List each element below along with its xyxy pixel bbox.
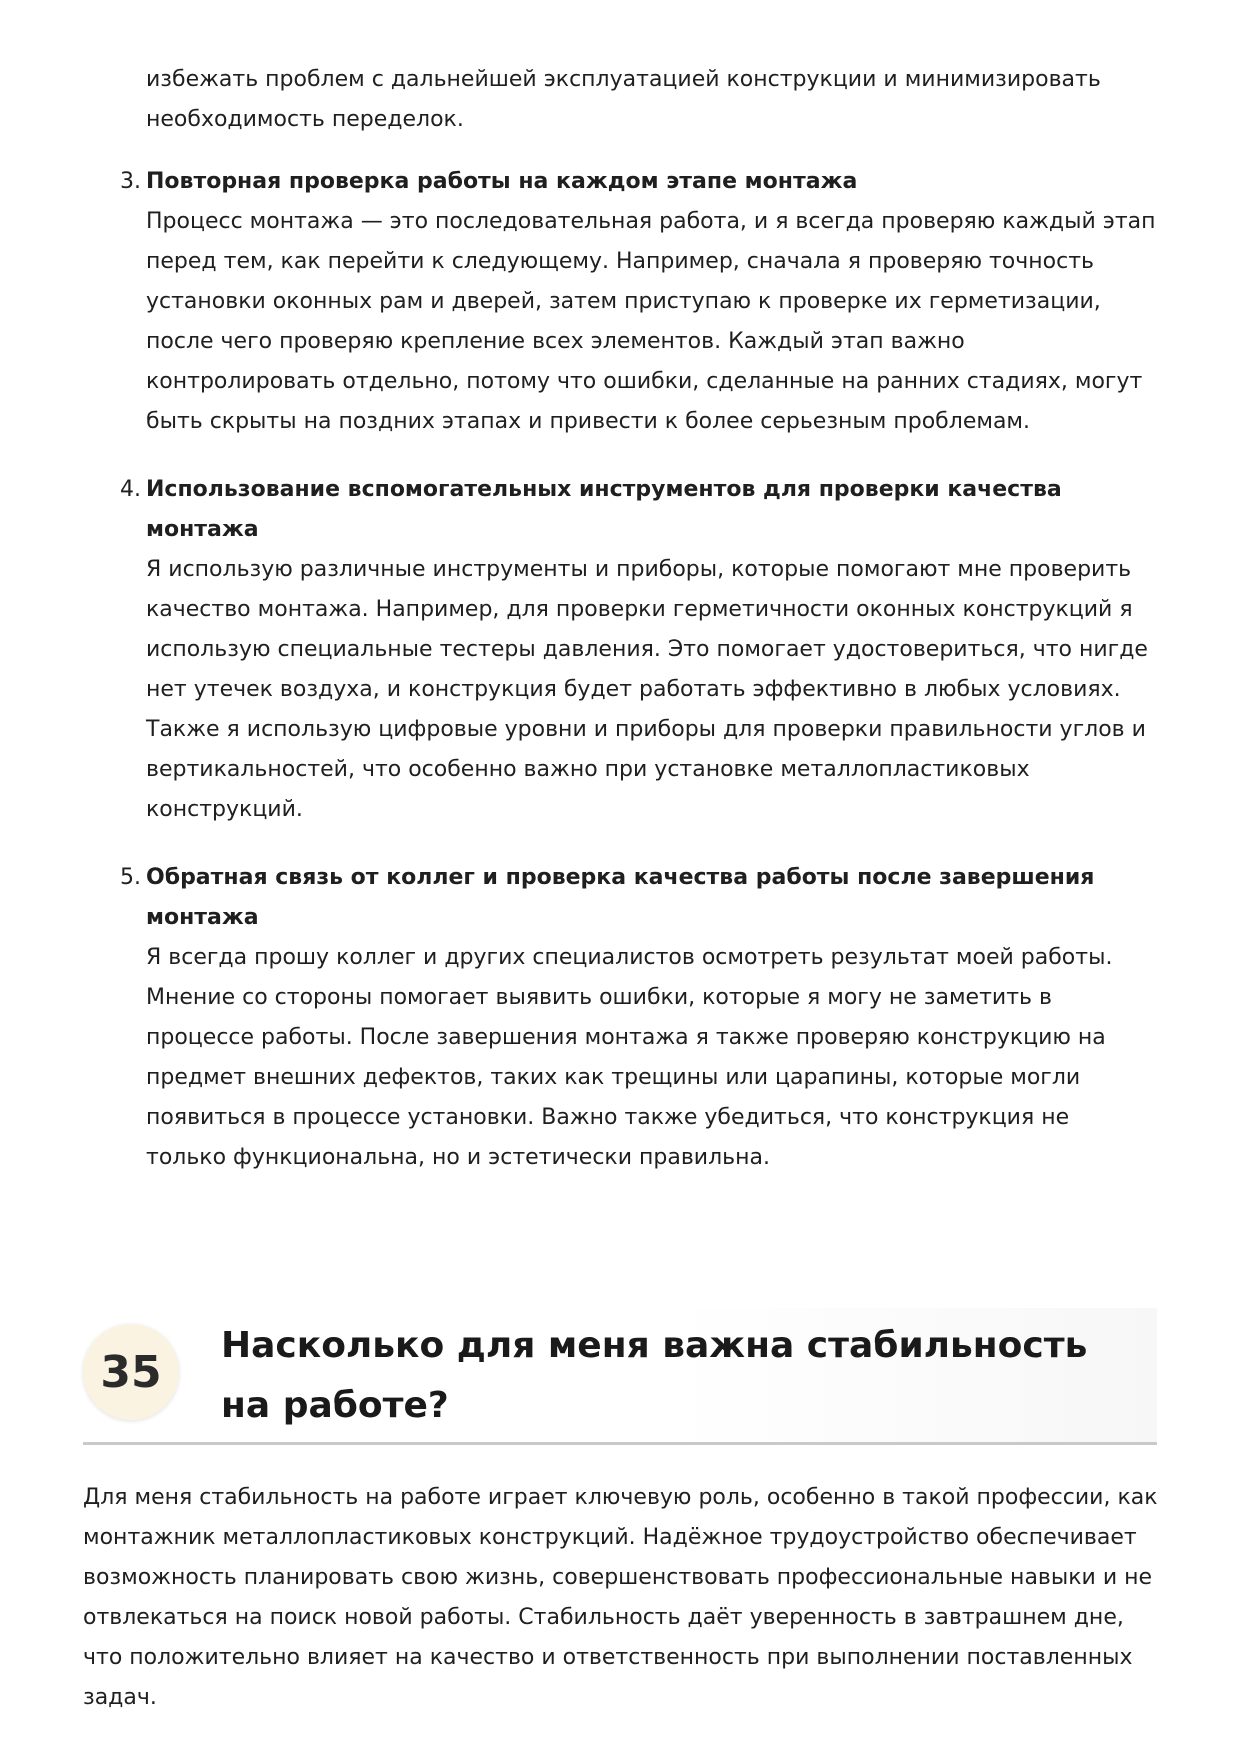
answer-paragraph: Для меня стабильность на работе играет ключевую роль, особенно в такой профессии, как монтажник металлопластиковых конструкций. Надёжное трудоустройство обеспечивает возможность планировать свою жизнь, совершенствовать профессиональные навыки и не отвлекаться на поиск новой работы. Стабильность даёт уверенность в завтрашнем дне, что положительно влияет на качество и ответственность при выполнении поставленных задач. xyxy=(83,1485,1158,1710)
continuation-paragraph: избежать проблем с дальнейшей эксплуатацией конструкции и минимизировать необходимость переделок. xyxy=(146,67,1101,132)
section-header xyxy=(83,1308,1157,1445)
list-item-body: Я всегда прошу коллег и других специалистов осмотреть результат моей работы. Мнение со стороны помогает выявить ошибки, которые я могу не заметить в процессе работы. После завершения монтажа я также проверяю конструкцию на предмет внешних дефектов, таких как трещины или царапины, которые могли появиться в процессе установки. Важно также убедиться, что конструкция не только функциональна, но и эстетически правильна. xyxy=(146,945,1113,1170)
list-item xyxy=(120,858,1156,1178)
section-number-badge: 35 xyxy=(83,1324,179,1420)
list-item-body: Процесс монтажа — это последовательная работа, и я всегда проверяю каждый этап перед тем, как перейти к следующему. Например, сначала я проверяю точность установки оконных рам и дверей, затем приступаю к проверке их герметизации, после чего проверяю крепление всех элементов. Каждый этап важно контролировать отдельно, потому что ошибки, сделанные на ранних стадиях, могут быть скрыты на поздних этапах и привести к более серьезным проблемам. xyxy=(146,209,1156,434)
section-title: Насколько для меня важна стабильность на работе? xyxy=(221,1325,1088,1426)
list-item-body: Я использую различные инструменты и приборы, которые помогают мне проверить качество монтажа. Например, для проверки герметичности оконных конструкций я использую специальные тестеры давления. Это помогает удостовериться, что нигде нет утечек воздуха, и конструкция будет работать эффективно в любых условиях. Также я использую цифровые уровни и приборы для проверки правильности углов и вертикальностей, что особенно важно при установке металлопластиковых конструкций. xyxy=(146,557,1148,822)
quality-check-list xyxy=(120,162,1156,1206)
list-item-title: Использование вспомогательных инструментов для проверки качества монтажа xyxy=(146,477,1062,542)
list-item xyxy=(120,470,1156,830)
list-item-title: Обратная связь от коллег и проверка качества работы после завершения монтажа xyxy=(146,865,1095,930)
list-item-number: 3. xyxy=(120,169,141,194)
list-item-number: 4. xyxy=(120,477,141,502)
list-item xyxy=(120,162,1156,442)
list-item-title: Повторная проверка работы на каждом этапе монтажа xyxy=(146,169,858,194)
list-item-number: 5. xyxy=(120,865,141,890)
